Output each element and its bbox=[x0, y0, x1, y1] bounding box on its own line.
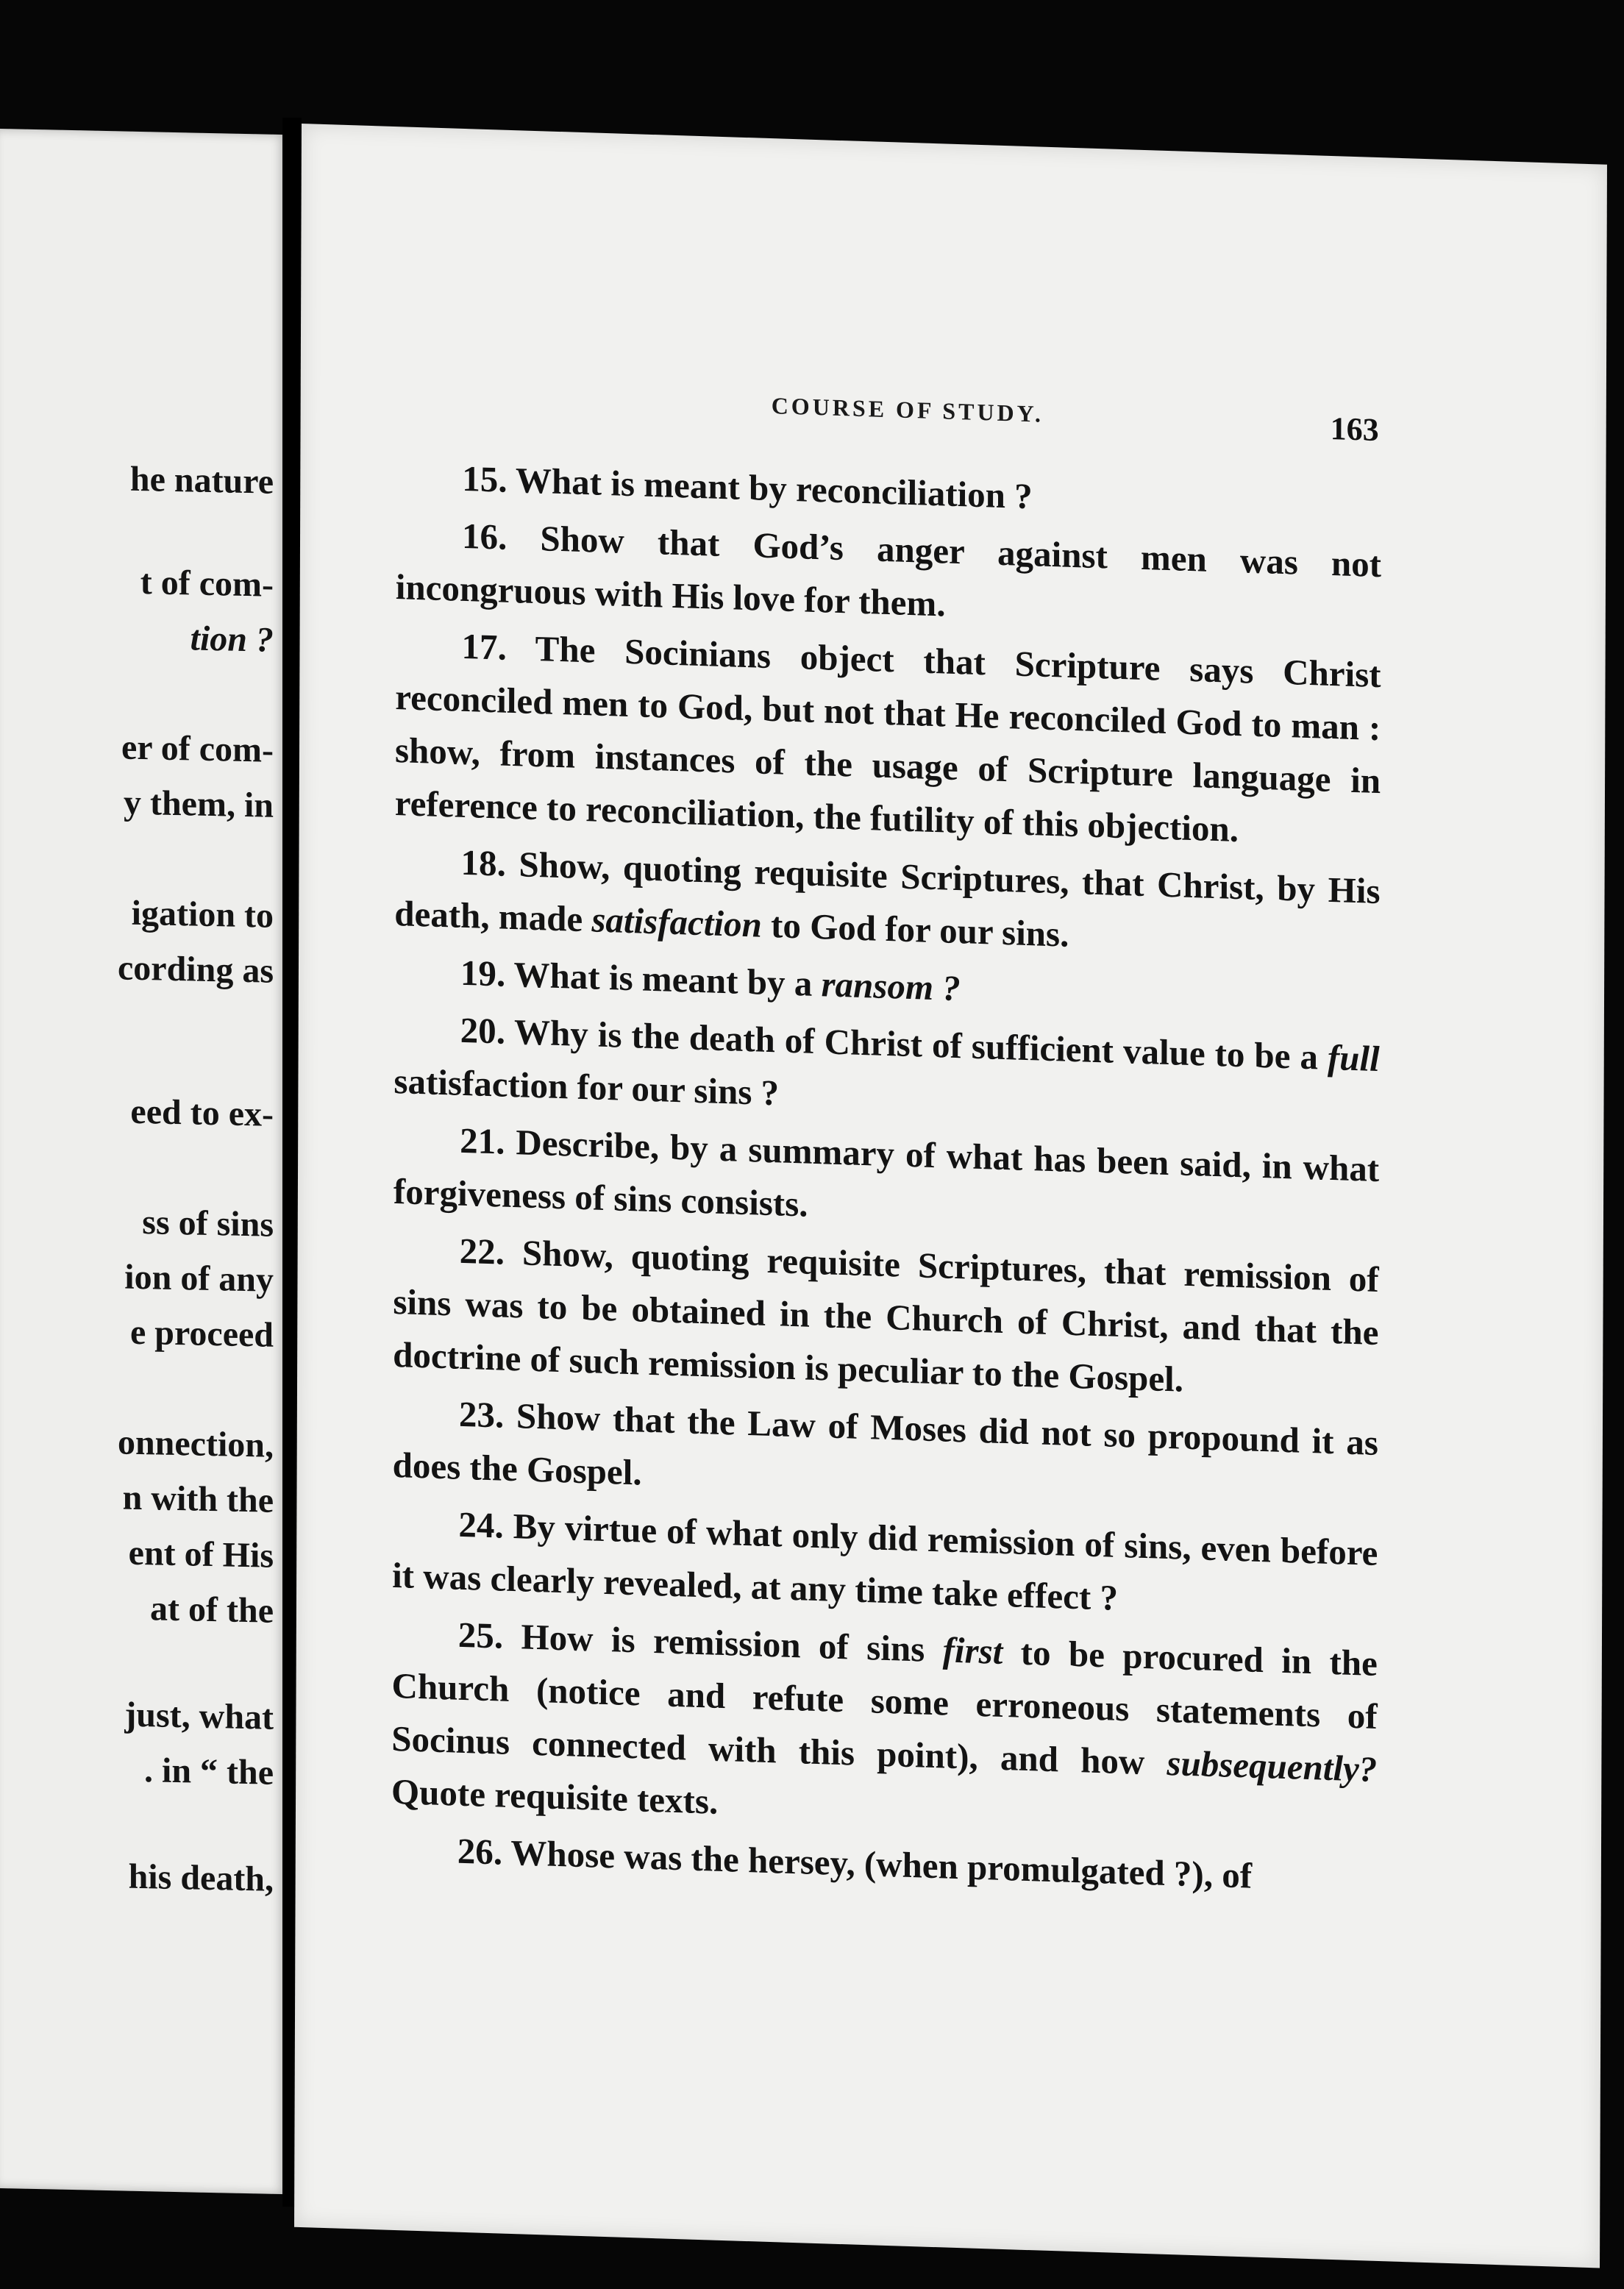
left-page-line: cording as bbox=[117, 948, 274, 991]
question-text: Show, quoting requisite Scriptures, that remission of sins was to be obtained in the Church of Christ, and that the doctrine of such remission is peculiar to the Gospel. bbox=[393, 1232, 1379, 1400]
question-text: Show that God’s anger against men was not incongruous with His love for them. bbox=[395, 518, 1382, 624]
question-number: 16. bbox=[461, 515, 508, 558]
question-emphasis: subsequently? bbox=[1167, 1742, 1378, 1790]
left-page-line: at of the bbox=[150, 1589, 274, 1631]
book-page bbox=[294, 124, 1607, 2268]
question-number: 22. bbox=[459, 1230, 505, 1272]
question-text: Describe, by a summary of what has been said, in what forgiveness of sins consists. bbox=[393, 1122, 1380, 1225]
left-page-line: y them, in bbox=[124, 783, 274, 825]
question-number: 25. bbox=[457, 1614, 504, 1656]
left-page-line: ent of His bbox=[128, 1533, 274, 1576]
question-number: 18. bbox=[460, 841, 506, 884]
question-text: satisfaction for our sins ? bbox=[393, 1060, 780, 1114]
question-text: Show, quoting requisite Scriptures, that Christ, by His death, made bbox=[394, 844, 1381, 940]
question-emphasis: first bbox=[942, 1629, 1003, 1672]
left-page-line: he nature bbox=[129, 459, 274, 502]
left-page-line: igation to bbox=[131, 893, 274, 936]
question-text: What is meant by a bbox=[513, 954, 822, 1005]
question-text: Whose was the hersey, (when promulgated ?), of bbox=[510, 1831, 1253, 1896]
left-page-line: tion ? bbox=[190, 619, 274, 660]
question-item bbox=[393, 1222, 1379, 1412]
question-item bbox=[395, 618, 1381, 861]
question-text: Why is the death of Christ of sufficient value to be a bbox=[513, 1011, 1328, 1078]
left-page-line: . in “ the bbox=[143, 1751, 274, 1793]
left-page-line: ss of sins bbox=[142, 1203, 274, 1245]
left-page-line: his death, bbox=[128, 1857, 274, 1899]
question-number: 15. bbox=[462, 458, 508, 500]
question-number: 21. bbox=[460, 1119, 505, 1162]
left-page-line: er of com- bbox=[121, 727, 274, 770]
question-number: 20. bbox=[460, 1009, 506, 1052]
running-head: COURSE OF STUDY. bbox=[771, 392, 1044, 427]
question-text: What is meant by reconciliation ? bbox=[515, 460, 1033, 517]
question-text: to be procured in the Church (notice and refute some erroneous statements of Socinus connected with this point), and how bbox=[391, 1631, 1378, 1783]
question-text: to God for our sins. bbox=[761, 904, 1069, 955]
left-page-line: onnection, bbox=[117, 1423, 274, 1465]
page-number: 163 bbox=[1330, 410, 1379, 449]
question-text: How is remission of sins bbox=[521, 1616, 943, 1670]
left-page-line: n with the bbox=[122, 1478, 274, 1520]
left-page-line: t of com- bbox=[140, 562, 274, 605]
question-number: 17. bbox=[461, 625, 507, 668]
question-number: 23. bbox=[458, 1393, 505, 1436]
question-text: Quote requisite texts. bbox=[391, 1770, 719, 1822]
question-number: 19. bbox=[460, 952, 506, 994]
question-emphasis: satisfaction bbox=[591, 899, 762, 945]
question-emphasis: ransom ? bbox=[821, 964, 961, 1009]
question-text: Show that the Law of Moses did not so propound it as does the Gospel. bbox=[392, 1395, 1378, 1493]
left-page-line: just, what bbox=[124, 1695, 274, 1737]
question-number: 24. bbox=[458, 1503, 504, 1546]
left-page-line: e proceed bbox=[129, 1312, 274, 1355]
question-item bbox=[391, 1606, 1378, 1849]
question-emphasis: full bbox=[1327, 1036, 1380, 1080]
previous-page-fragment bbox=[0, 129, 287, 2194]
question-list bbox=[391, 450, 1382, 1911]
question-number: 26. bbox=[457, 1830, 503, 1873]
left-page-line: ion of any bbox=[124, 1257, 274, 1300]
question-text: The Socinians object that Scripture says Christ reconciled men to God, but not that He reconciled God to man : show, from instances of the usage of Scripture language in reference to reconciliation, the futility of this objection. bbox=[394, 627, 1381, 850]
left-page-line: eed to ex- bbox=[130, 1092, 274, 1134]
question-text: By virtue of what only did remission of sins, even before it was clearly revealed, at any time take effect ? bbox=[392, 1506, 1378, 1618]
